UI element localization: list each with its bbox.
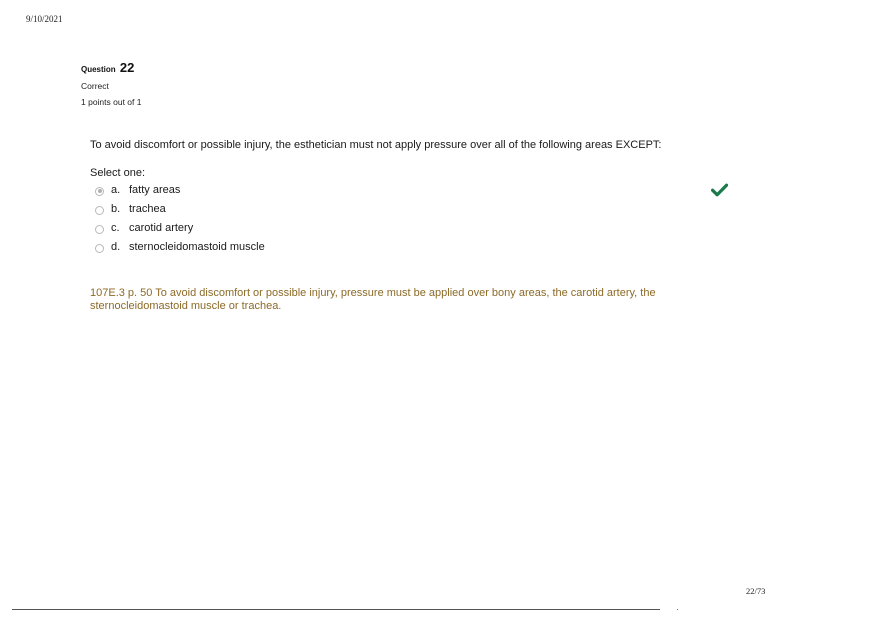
answer-label: fatty areas <box>129 183 181 196</box>
radio-button-a[interactable] <box>95 187 104 196</box>
radio-button-b[interactable] <box>95 206 104 215</box>
radio-button-d[interactable] <box>95 244 104 253</box>
question-text: To avoid discomfort or possible injury, the esthetician must not apply pressure over all of the following areas EXCEPT: <box>90 139 662 151</box>
answer-option-b[interactable] <box>95 199 265 218</box>
answer-label: carotid artery <box>129 221 194 234</box>
answer-list <box>95 180 265 256</box>
footer-mark <box>677 609 678 610</box>
answer-label: trachea <box>129 202 166 215</box>
answer-label: sternocleidomastoid muscle <box>129 240 265 253</box>
answer-option-d[interactable] <box>95 237 265 256</box>
answer-letter: b. <box>111 202 121 215</box>
check-icon <box>711 183 728 197</box>
answer-letter: a. <box>111 183 121 196</box>
feedback-text: 107E.3 p. 50 To avoid discomfort or possible injury, pressure must be applied over bony areas, the carotid artery, the sternocleidomastoid muscle or trachea. <box>90 287 656 312</box>
question-number: 22 <box>119 60 135 75</box>
answer-option-a[interactable] <box>95 180 265 199</box>
question-state: Correct <box>81 81 109 91</box>
question-info <box>81 60 142 108</box>
answer-letter: d. <box>111 240 121 253</box>
footer-divider <box>12 609 660 610</box>
question-grade: 1 points out of 1 <box>81 97 142 107</box>
answer-option-c[interactable] <box>95 218 265 237</box>
select-prompt: Select one: <box>90 167 146 179</box>
question-heading <box>81 60 142 78</box>
print-date: 9/10/2021 <box>26 14 63 24</box>
answer-letter: c. <box>111 221 120 234</box>
question-label: Question <box>81 65 116 74</box>
radio-button-c[interactable] <box>95 225 104 234</box>
page-number: 22/73 <box>746 586 766 596</box>
